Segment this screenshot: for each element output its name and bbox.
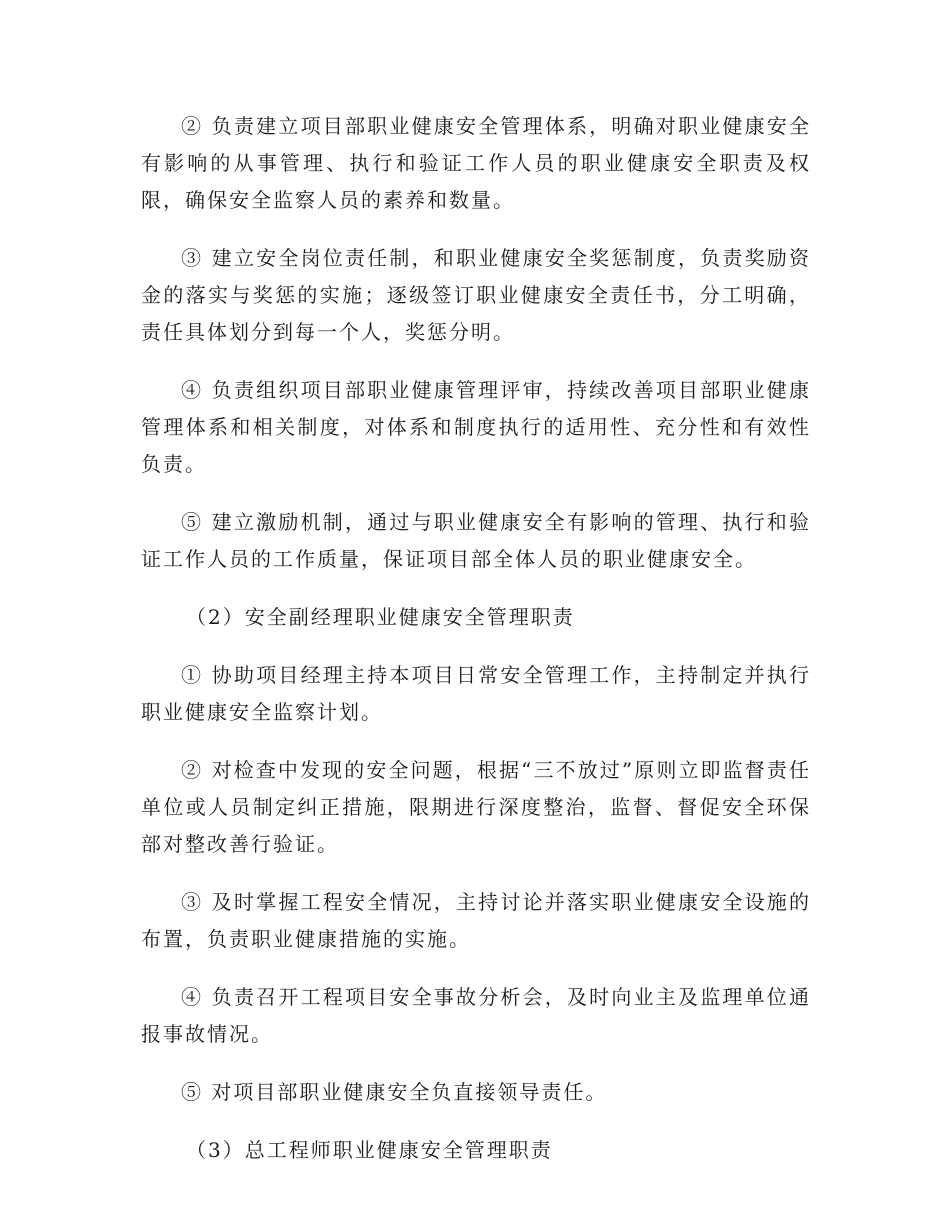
paragraph-item-4: ④ 负责组织项目部职业健康管理评审，持续改善项目部职业健康管理体系和相关制度，对体系和制度执行的适用性、充分性和有效性负责。: [141, 378, 811, 476]
paragraph-sub-3: ③ 及时掌握工程安全情况，主持讨论并落实职业健康安全设施的布置，负责职业健康措施的实施。: [141, 890, 811, 951]
paragraph-sub-2: ② 对检查中发现的安全问题，根据“三不放过”原则立即监督责任单位或人员制定纠正措施，限期进行深度整治，监督、督促安全环保部对整改善行验证。: [141, 758, 811, 856]
paragraph-item-5: ⑤ 建立激励机制，通过与职业健康安全有影响的管理、执行和验证工作人员的工作质量，保证项目部全体人员的职业健康安全。: [141, 510, 811, 571]
paragraph-item-3: ③ 建立安全岗位责任制，和职业健康安全奖惩制度，负责奖励资金的落实与奖惩的实施；逐级签订职业健康安全责任书，分工明确，责任具体划分到每一个人，奖惩分明。: [141, 246, 811, 344]
paragraph-item-2: ② 负责建立项目部职业健康安全管理体系，明确对职业健康安全有影响的从事管理、执行和验证工作人员的职业健康安全职责及权限，确保安全监察人员的素养和数量。: [141, 114, 811, 212]
paragraph-sub-1: ① 协助项目经理主持本项目日常安全管理工作，主持制定并执行职业健康安全监察计划。: [141, 663, 811, 724]
section-heading-2: （2）安全副经理职业健康安全管理职责: [186, 605, 575, 629]
section-heading-3: （3）总工程师职业健康安全管理职责: [186, 1138, 553, 1162]
paragraph-sub-4: ④ 负责召开工程项目安全事故分析会，及时向业主及监理单位通报事故情况。: [141, 985, 811, 1046]
paragraph-sub-5: ⑤ 对项目部职业健康安全负直接领导责任。: [181, 1080, 608, 1104]
document-body: [141, 108, 811, 1190]
